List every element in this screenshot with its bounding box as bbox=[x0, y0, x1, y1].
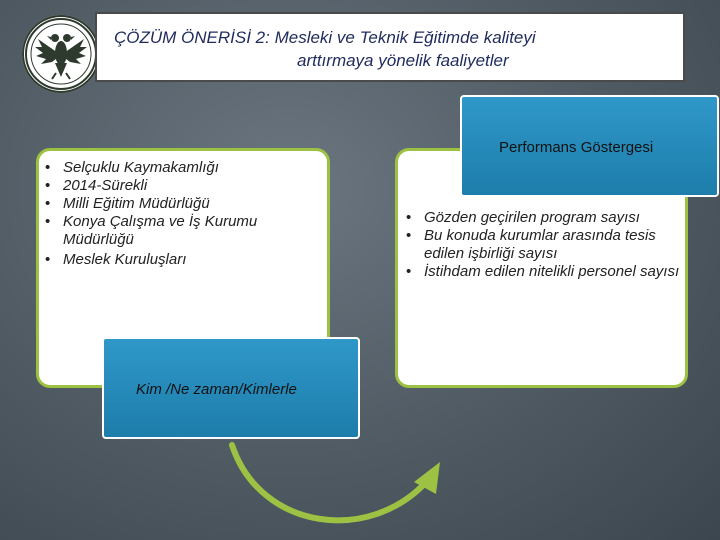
performance-indicator-label: Performans Göstergesi bbox=[499, 139, 654, 156]
list-item-text: Selçuklu Kaymakamlığı bbox=[63, 159, 219, 176]
title-line-2: arttırmaya yönelik faaliyetler bbox=[297, 51, 509, 70]
bullet: • bbox=[45, 159, 51, 176]
title-rest: Mesleki ve Teknik Eğitimde kaliteyi bbox=[269, 28, 536, 47]
bullet: • bbox=[406, 227, 412, 244]
bullet: • bbox=[406, 263, 412, 280]
list-item-text: Konya Çalışma ve İş Kurumu Müdürlüğü bbox=[63, 213, 258, 248]
bullet: • bbox=[45, 213, 51, 230]
list-item-text: Gözden geçirilen program sayısı bbox=[424, 209, 640, 226]
who-when-label: Kim /Ne zaman/Kimlerle bbox=[136, 381, 297, 398]
list-item-text: İstihdam edilen nitelikli personel sayısı bbox=[424, 263, 680, 280]
list-item-text: Meslek Kuruluşları bbox=[63, 251, 187, 268]
bullet: • bbox=[406, 209, 412, 226]
bullet: • bbox=[45, 195, 51, 212]
list-item-text: Bu konuda kurumlar arasında tesis edilen işbirliği sayısı bbox=[424, 227, 656, 262]
who-when-box bbox=[102, 337, 360, 439]
bullet: • bbox=[45, 177, 51, 194]
list-item-text: Milli Eğitim Müdürlüğü bbox=[63, 195, 210, 212]
list-item-text: 2014-Sürekli bbox=[63, 177, 148, 194]
title-lead: ÇÖZÜM ÖNERİSİ 2: bbox=[114, 28, 270, 47]
bullet: • bbox=[45, 251, 51, 268]
